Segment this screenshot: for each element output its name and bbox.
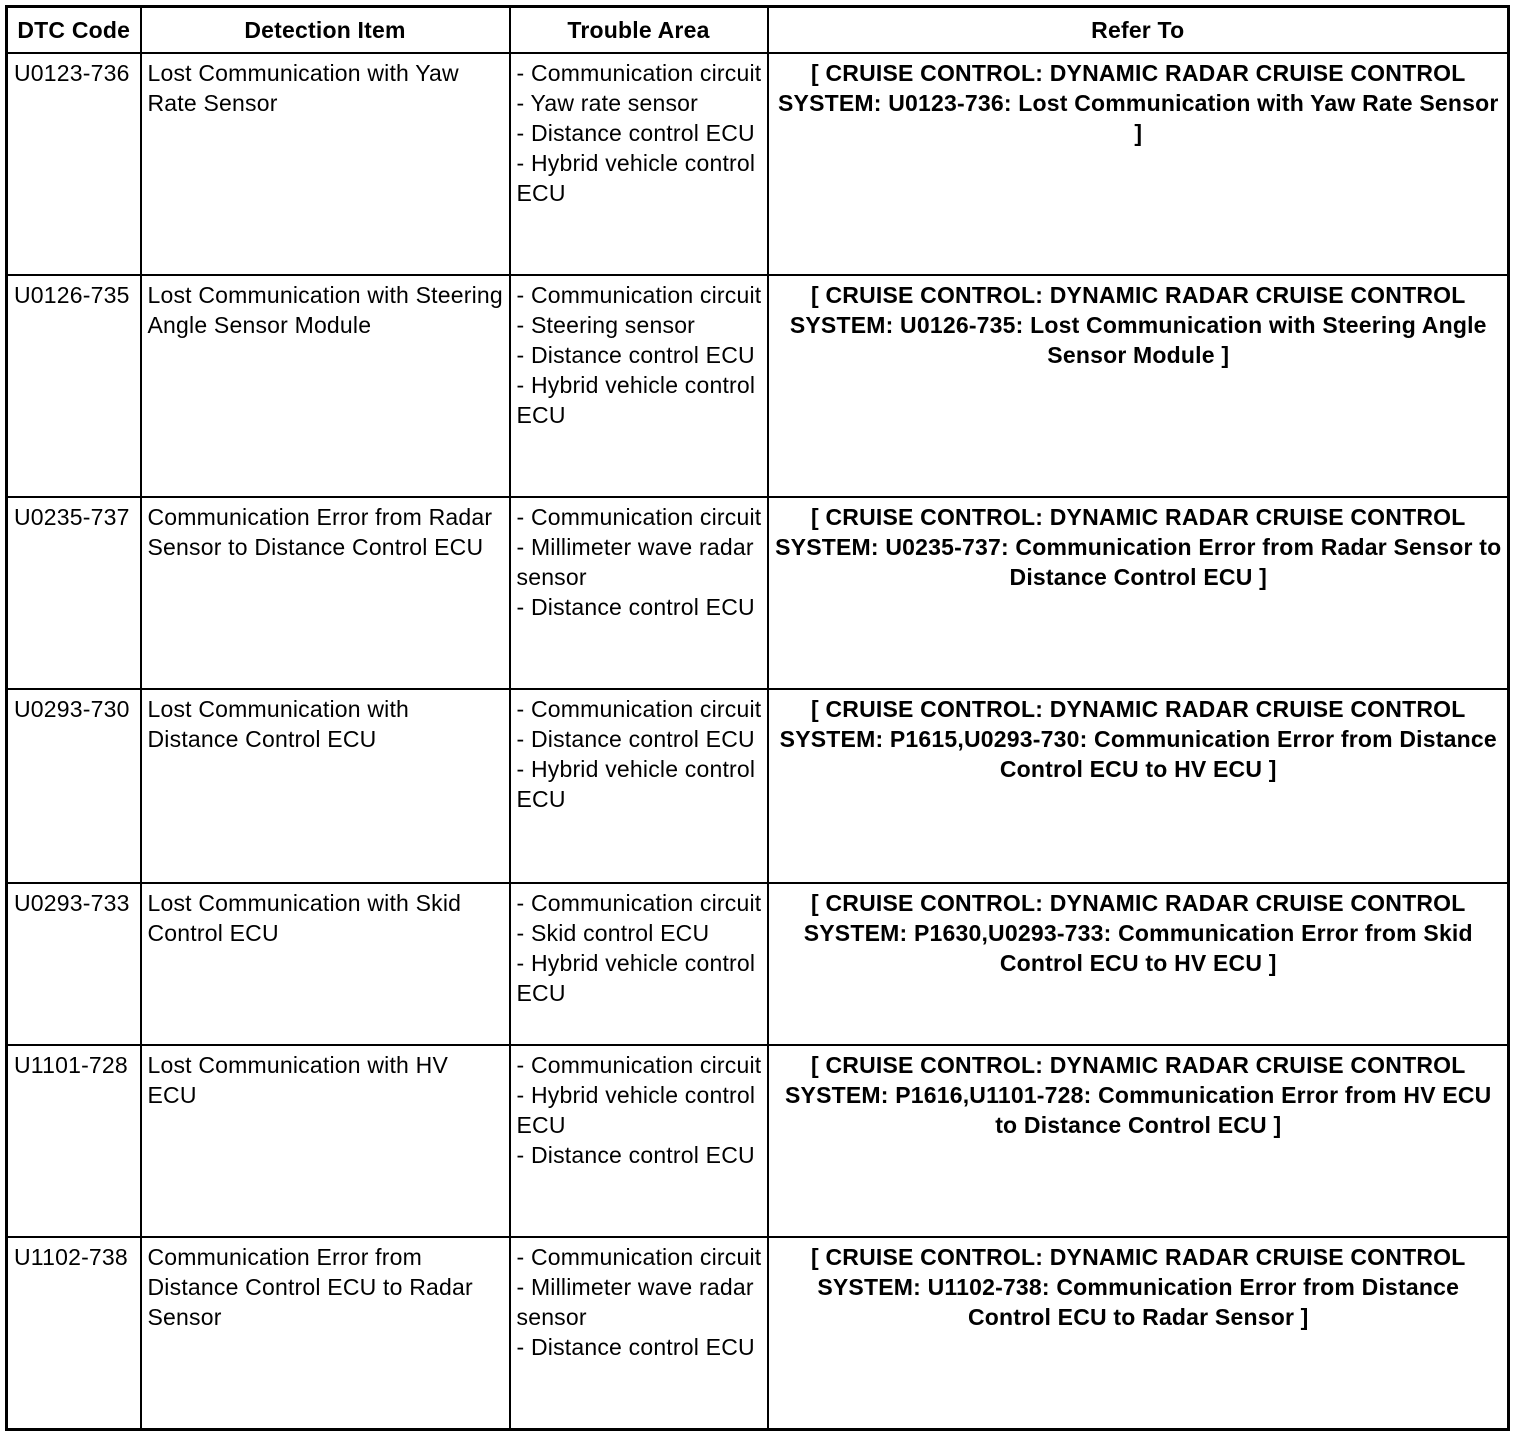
dtc-code-cell: U0123-736 — [7, 53, 141, 275]
header-row — [7, 7, 1509, 54]
refer-to-link[interactable]: [ CRUISE CONTROL: DYNAMIC RADAR CRUISE CONTROL SYSTEM: P1616,U1101-728: Communication Error from HV ECU to Distance Control ECU ] — [768, 1045, 1509, 1237]
header-detection-item: Detection Item — [141, 7, 510, 54]
detection-item-cell: Lost Communication with Skid Control ECU — [141, 883, 510, 1045]
table-row — [7, 275, 1509, 497]
header-dtc-code: DTC Code — [7, 7, 141, 54]
trouble-area-cell — [510, 883, 768, 1045]
trouble-area-item: - Steering sensor — [516, 312, 696, 338]
header-trouble-area: Trouble Area — [510, 7, 768, 54]
detection-item-cell: Lost Communication with Distance Control ECU — [141, 689, 510, 883]
trouble-area-item: - Communication circuit — [516, 890, 762, 916]
dtc-code-cell: U0293-730 — [7, 689, 141, 883]
header-refer-to: Refer To — [768, 7, 1509, 54]
trouble-area-item: - Distance control ECU — [516, 594, 755, 620]
table-row — [7, 497, 1509, 689]
trouble-area-item: - Hybrid vehicle control ECU — [516, 1082, 756, 1138]
detection-item-cell: Communication Error from Distance Control ECU to Radar Sensor — [141, 1237, 510, 1429]
table-row — [7, 883, 1509, 1045]
trouble-area-item: - Communication circuit — [516, 1244, 762, 1270]
dtc-code-cell: U0293-733 — [7, 883, 141, 1045]
trouble-area-cell — [510, 1045, 768, 1237]
detection-item-cell: Lost Communication with Yaw Rate Sensor — [141, 53, 510, 275]
trouble-area-item: - Millimeter wave radar sensor — [516, 1274, 754, 1330]
trouble-area-item: - Hybrid vehicle control ECU — [516, 950, 756, 1006]
trouble-area-item: - Hybrid vehicle control ECU — [516, 372, 756, 428]
refer-to-link[interactable]: [ CRUISE CONTROL: DYNAMIC RADAR CRUISE CONTROL SYSTEM: U1102-738: Communication Error from Distance Control ECU to Radar Sensor ] — [768, 1237, 1509, 1429]
detection-item-cell: Lost Communication with Steering Angle Sensor Module — [141, 275, 510, 497]
trouble-area-cell — [510, 1237, 768, 1429]
trouble-area-item: - Communication circuit — [516, 696, 762, 722]
refer-to-link[interactable]: [ CRUISE CONTROL: DYNAMIC RADAR CRUISE CONTROL SYSTEM: U0126-735: Lost Communication with Steering Angle Sensor Module ] — [768, 275, 1509, 497]
trouble-area-item: - Communication circuit — [516, 282, 762, 308]
trouble-area-item: - Yaw rate sensor — [516, 90, 699, 116]
refer-to-link[interactable]: [ CRUISE CONTROL: DYNAMIC RADAR CRUISE CONTROL SYSTEM: P1615,U0293-730: Communication Error from Distance Control ECU to HV ECU ] — [768, 689, 1509, 883]
trouble-area-item: - Distance control ECU — [516, 1334, 755, 1360]
dtc-table — [5, 5, 1510, 1431]
trouble-area-item: - Millimeter wave radar sensor — [516, 534, 754, 590]
trouble-area-item: - Distance control ECU — [516, 120, 755, 146]
trouble-area-item: - Hybrid vehicle control ECU — [516, 150, 756, 206]
table-row — [7, 689, 1509, 883]
trouble-area-item: - Skid control ECU — [516, 920, 710, 946]
table-row — [7, 53, 1509, 275]
trouble-area-cell — [510, 497, 768, 689]
trouble-area-item: - Communication circuit — [516, 1052, 762, 1078]
trouble-area-item: - Distance control ECU — [516, 726, 755, 752]
trouble-area-cell — [510, 53, 768, 275]
trouble-area-cell — [510, 689, 768, 883]
refer-to-link[interactable]: [ CRUISE CONTROL: DYNAMIC RADAR CRUISE CONTROL SYSTEM: P1630,U0293-733: Communication Error from Skid Control ECU to HV ECU ] — [768, 883, 1509, 1045]
trouble-area-cell — [510, 275, 768, 497]
detection-item-cell: Communication Error from Radar Sensor to Distance Control ECU — [141, 497, 510, 689]
trouble-area-item: - Communication circuit — [516, 60, 762, 86]
table-row — [7, 1045, 1509, 1237]
dtc-code-cell: U0126-735 — [7, 275, 141, 497]
refer-to-link[interactable]: [ CRUISE CONTROL: DYNAMIC RADAR CRUISE CONTROL SYSTEM: U0123-736: Lost Communication with Yaw Rate Sensor ] — [768, 53, 1509, 275]
trouble-area-item: - Hybrid vehicle control ECU — [516, 756, 756, 812]
dtc-code-cell: U0235-737 — [7, 497, 141, 689]
detection-item-cell: Lost Communication with HV ECU — [141, 1045, 510, 1237]
dtc-code-cell: U1102-738 — [7, 1237, 141, 1429]
trouble-area-item: - Distance control ECU — [516, 342, 755, 368]
trouble-area-item: - Communication circuit — [516, 504, 762, 530]
dtc-code-cell: U1101-728 — [7, 1045, 141, 1237]
refer-to-link[interactable]: [ CRUISE CONTROL: DYNAMIC RADAR CRUISE CONTROL SYSTEM: U0235-737: Communication Error from Radar Sensor to Distance Control ECU ] — [768, 497, 1509, 689]
table-row — [7, 1237, 1509, 1429]
trouble-area-item: - Distance control ECU — [516, 1142, 755, 1168]
